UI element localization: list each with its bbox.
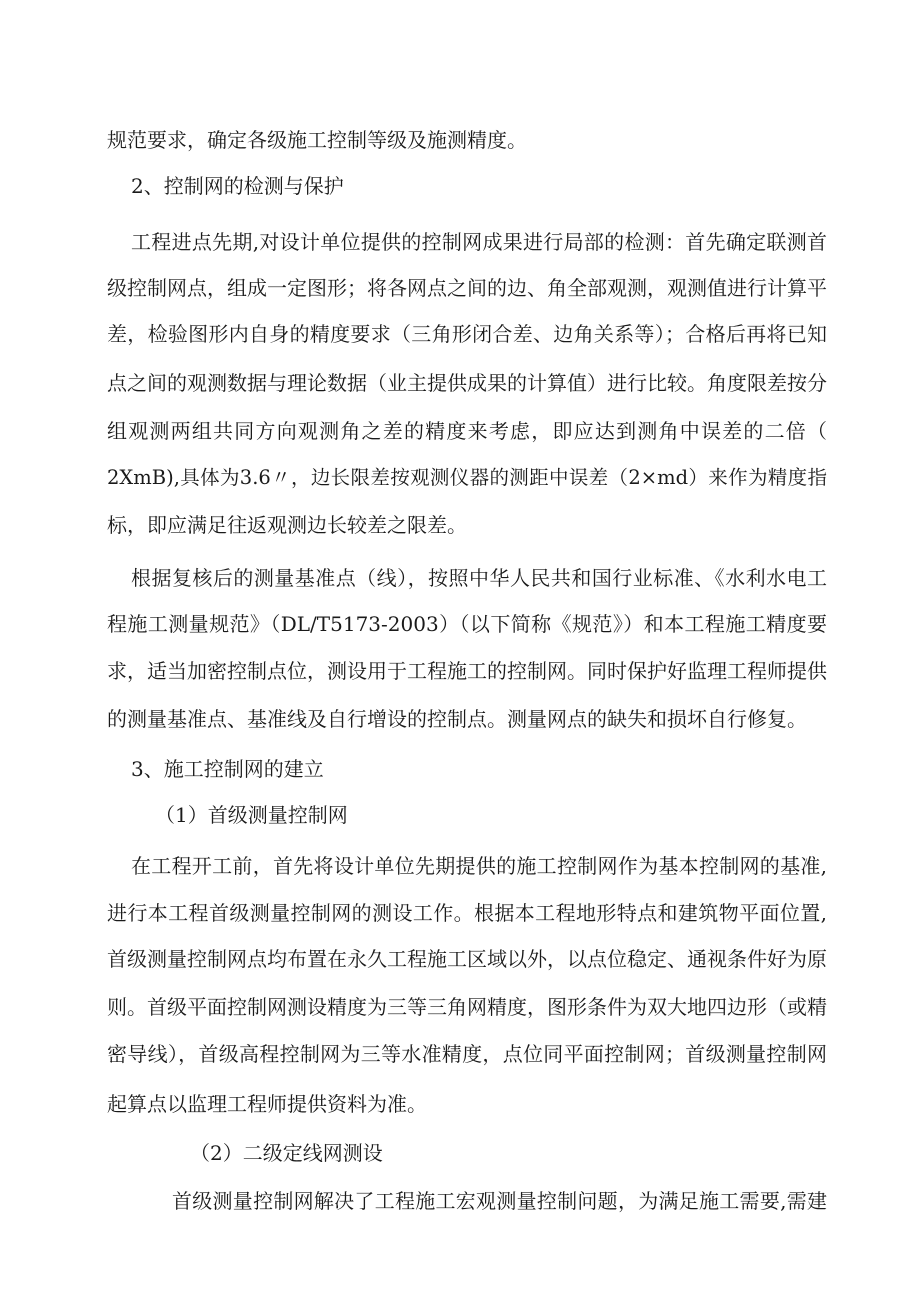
paragraph-line: 根据复核后的测量基准点（线），按照中华人民共和国行业标准、《水利水电工 xyxy=(131,566,827,590)
subsection-heading: （2）二级定线网测设 xyxy=(190,1141,383,1165)
paragraph-line: 的测量基准点、基准线及自行增设的控制点。测量网点的缺失和损坏自行修复。 xyxy=(107,707,807,731)
paragraph-line: 规范要求，确定各级施工控制等级及施测精度。 xyxy=(107,128,527,152)
section-heading: 2、控制网的检测与保护 xyxy=(131,174,344,198)
paragraph-line: 2XmB),具体为3.6〃，边长限差按观测仪器的测距中误差（2×md）来作为精度指 xyxy=(107,466,827,489)
paragraph-line: 首级测量控制网点均布置在永久工程施工区域以外，以点位稳定、通视条件好为原 xyxy=(107,947,827,971)
paragraph-line: 组观测两组共同方向观测角之差的精度来考虑，即应达到测角中误差的二倍（ xyxy=(107,419,827,443)
paragraph-line: 程施工测量规范》（DL/T5173-2003）（以下简称《规范》）和本工程施工精度要 xyxy=(107,612,827,636)
paragraph-line: 差，检验图形内自身的精度要求（三角形闭合差、边角关系等）；合格后再将已知 xyxy=(107,322,827,346)
paragraph-line: 密导线），首级高程控制网为三等水准精度，点位同平面控制网；首级测量控制网 xyxy=(107,1042,827,1066)
paragraph-line: 起算点以监理工程师提供资料为准。 xyxy=(107,1092,427,1116)
subsection-heading: （1）首级测量控制网 xyxy=(155,803,348,827)
paragraph-line: 进行本工程首级测量控制网的测设工作。根据本工程地形特点和建筑物平面位置, xyxy=(107,901,827,925)
section-heading: 3、施工控制网的建立 xyxy=(131,757,324,781)
paragraph-line: 求，适当加密控制点位，测设用于工程施工的控制网。同时保护好监理工程师提供 xyxy=(107,659,827,683)
paragraph-line: 点之间的观测数据与理论数据（业主提供成果的计算值）进行比较。角度限差按分 xyxy=(107,371,827,395)
paragraph-line: 标，即应满足往返观测边长较差之限差。 xyxy=(107,513,467,537)
paragraph-line: 在工程开工前，首先将设计单位先期提供的施工控制网作为基本控制网的基准, xyxy=(131,854,827,878)
paragraph-line: 首级测量控制网解决了工程施工宏观测量控制问题，为满足施工需要,需建 xyxy=(172,1189,827,1213)
paragraph-line: 工程进点先期,对设计单位提供的控制网成果进行局部的检测：首先确定联测首 xyxy=(131,230,827,254)
paragraph-line: 则。首级平面控制网测设精度为三等三角网精度，图形条件为双大地四边形（或精 xyxy=(107,995,827,1019)
paragraph-line: 级控制网点，组成一定图形；将各网点之间的边、角全部观测，观测值进行计算平 xyxy=(107,276,827,300)
